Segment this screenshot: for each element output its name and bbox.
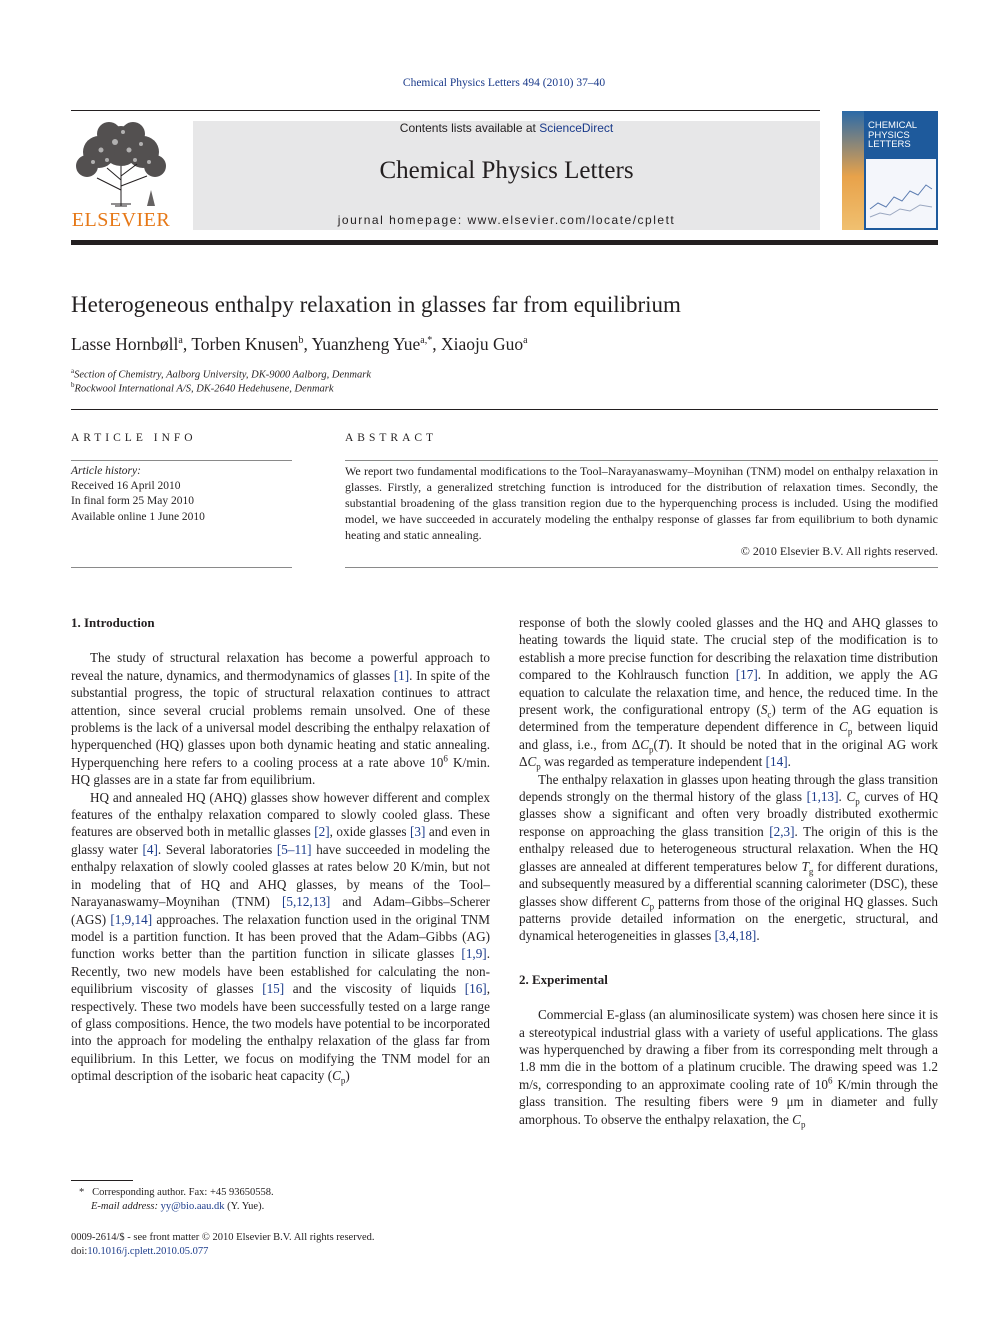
homepage-link[interactable]: www.elsevier.com/locate/cplett bbox=[467, 213, 676, 227]
email-link[interactable]: yy@bio.aau.dk bbox=[160, 1201, 225, 1212]
paragraph: The enthalpy relaxation in glasses upon heating through the glass transition depends strongly on the thermal history of the glass [1,13]. $C_p$ curves of HQ glasses show a significant and often very broadly distributed exothermic response on approaching the glass transition [2,3]. The origin of this is the enthalpy released due to heterogeneous structural relaxation. When the HQ glasses are annealed at different temperatures below $T_g$ for different durations, and subsequently measured by a differential scanning calorimeter (DSC), these glasses show different $C_p$ patterns from those of the original HQ glasses. Such patterns provide detailed information on the energetic, structural, and dynamical heterogeneities in glasses [3,4,18]. bbox=[519, 771, 939, 944]
footnote bbox=[71, 1186, 491, 1214]
abstract-body bbox=[345, 463, 938, 559]
contents-line bbox=[193, 121, 820, 135]
reference-link[interactable]: [3,4,18] bbox=[714, 928, 757, 944]
author-name[interactable]: Yuanzheng Yue bbox=[311, 334, 421, 354]
cover-figure bbox=[866, 159, 936, 228]
affiliation-mark: a bbox=[71, 367, 75, 375]
article-info-rule bbox=[71, 460, 292, 461]
reference-link[interactable]: [1] bbox=[393, 667, 410, 683]
reference-link[interactable]: [17] bbox=[735, 667, 758, 683]
reference-link[interactable]: [1,9] bbox=[461, 946, 487, 962]
author-affil-mark[interactable]: a bbox=[523, 335, 528, 347]
paragraph: The study of structural relaxation has become a powerful approach to reveal the nature, dynamics, and thermodynamics of glasses [1]. In spite of the substantial progress, the topic of structural relaxation continues to attract attention, since several crucial problems remain unsolved. One of these problems is the lack of a universal model describing the enthalpy relaxation of hyperquenched (HQ) glasses upon both dynamic heating and static annealing. Hyperquenching here refers to a cooling process at a rate above $10^6$ K/min. HQ glasses are in a state far from equilibrium. bbox=[71, 650, 490, 788]
journal-homepage bbox=[193, 213, 820, 227]
author-affil-mark[interactable]: a,* bbox=[420, 335, 433, 347]
reference-link[interactable]: [15] bbox=[262, 981, 285, 997]
sciencedirect-link[interactable]: ScienceDirect bbox=[539, 121, 614, 135]
tree-icon bbox=[67, 120, 175, 208]
footnote-mark: * bbox=[79, 1187, 85, 1198]
reference-link[interactable]: [14] bbox=[765, 754, 788, 770]
front-matter-meta bbox=[71, 1231, 374, 1259]
affiliation bbox=[71, 381, 334, 395]
author-name[interactable]: Torben Knusen bbox=[191, 334, 299, 354]
body-column-left bbox=[71, 614, 490, 1085]
reference-link[interactable]: [2,3] bbox=[769, 823, 795, 839]
author-name[interactable]: Xiaoju Guo bbox=[440, 334, 524, 354]
journal-citation[interactable]: Chemical Physics Letters 494 (2010) 37–40 bbox=[402, 77, 606, 89]
history-label: Article history: bbox=[71, 465, 141, 477]
section-heading: 1. Introduction bbox=[71, 615, 155, 630]
article-info-heading: ARTICLE INFO bbox=[71, 432, 197, 444]
issn-line: 0009-2614/$ - see front matter © 2010 Elsevier B.V. All rights reserved. bbox=[71, 1232, 375, 1243]
author-affil-mark[interactable]: b bbox=[298, 335, 304, 347]
footnote-email-line bbox=[71, 1200, 491, 1214]
author-affil-mark[interactable]: a bbox=[178, 335, 183, 347]
author-list: Lasse Hornbøll$^a$, Torben Knusen$^b$, Yuanzheng Yue$^{a,*}$, Xiaoju Guo$^a$ bbox=[71, 334, 528, 354]
reference-link[interactable]: [3] bbox=[410, 824, 426, 840]
body-column-right bbox=[519, 614, 938, 1128]
homepage-prefix: journal homepage: bbox=[337, 213, 468, 227]
cover-title: CHEMICAL PHYSICS LETTERS bbox=[868, 120, 917, 150]
abstract-text: We report two fundamental modifications to the Tool–Narayanaswamy–Moynihan (TNM) model on enthalpy relaxation in glasses. Firstly, a generalized stretching function is introduced for the distribution of relaxation times. Secondly, the substantial broadening of the glass transition region due to the hyperquenching process is included. Using the modified model, we have succeeded in accurately modeling the enthalpy response of glasses far from equilibrium to both dynamic heating and static annealing. bbox=[345, 464, 938, 542]
email-suffix: (Y. Yue). bbox=[227, 1201, 265, 1212]
cover-strip bbox=[842, 111, 864, 230]
section-heading: 2. Experimental bbox=[519, 971, 608, 987]
reference-link[interactable]: [1,13] bbox=[806, 789, 839, 805]
affiliation-text: Rockwool International A/S, DK-2640 Hedehusene, Denmark bbox=[74, 383, 334, 395]
author-name[interactable]: Lasse Hornbøll bbox=[71, 334, 179, 354]
journal-name: Chemical Physics Letters bbox=[379, 157, 634, 184]
header-rule bbox=[71, 110, 820, 111]
reference-link[interactable]: [4] bbox=[142, 841, 158, 857]
reference-link[interactable]: [16] bbox=[464, 981, 487, 997]
journal-banner bbox=[193, 121, 820, 230]
footnote-corresponding bbox=[71, 1186, 491, 1200]
contents-prefix: Contents lists available at bbox=[399, 121, 540, 135]
history-received: Received 16 April 2010 bbox=[71, 480, 181, 493]
history-revised: In final form 25 May 2010 bbox=[71, 495, 194, 508]
article-title: Heterogeneous enthalpy relaxation in glasses far from equilibrium bbox=[71, 292, 681, 317]
affiliation bbox=[71, 367, 371, 381]
cover-graph-icon bbox=[866, 159, 936, 228]
paragraph: HQ and annealed HQ (AHQ) glasses show however different and complex features of the enthalpy relaxation compared to slowly cooled glass. These features are observed both in metallic glasses [2], oxide glasses [3] and even in glassy water [4]. Several laboratories [5–11] have succeeded in modeling the enthalpy relaxation of slowly cooled glasses at rates below 20 K/min, but not in modeling that of HQ and AHQ glasses, by means of the Tool–Narayanaswamy–Moynihan (TNM) [5,12,13] and Adam–Gibbs–Scherer (AGS) [1,9,14] approaches. The relaxation function used in the original TNM model is a partition function. It has been proved that the Adam–Gibbs (AG) function works better than the partition function in silicate glasses [1,9]. Recently, two new models have been established for calculating the non-equilibrium viscosity of glasses [15] and the viscosity of liquids [16], respectively. These two models have been successfully tested on a large range of glass compositions. Hence, the two models have potential to be incorporated into the approach for modeling the enthalpy relaxation of the glass far from equilibrium. In this Letter, we focus on modifying the TNM model for an optimal description of the isobaric heat capacity $(C_p)$ bbox=[71, 789, 490, 1086]
abstract-heading: ABSTRACT bbox=[345, 432, 438, 444]
elsevier-logo bbox=[67, 120, 175, 232]
abstract-copyright: © 2010 Elsevier B.V. All rights reserved. bbox=[740, 544, 938, 558]
reference-link[interactable]: [5–11] bbox=[276, 841, 312, 857]
paragraph: response of both the slowly cooled glasses and the HQ and AHQ glasses to heating towards the liquid state. The crucial step of the modification is to establish a more precise function for describing the relaxation time distribution compared to the Kohlrausch function [17]. In addition, we apply the AG equation to calculate the relaxation time, and hence, the reduced time. In the present work, the configurational entropy $(S_c)$ term of the AG equation is determined from the temperature dependent difference in $C_p$ between liquid and glass, i.e., from $\Delta C_p(T)$. It should be noted that in the original AG work $\Delta C_p$ was regarded as temperature independent [14]. bbox=[519, 615, 939, 772]
paragraph: Commercial E-glass (an aluminosilicate system) was chosen here since it is a stereotypical industrial glass with a variety of useful applications. The glass was hyperquenched by drawing a fiber from its corresponding melt through a 1.8 mm die in the bottom of a platinum crucible. The drawing speed was 1.2 m/s, corresponding to an approximate cooling rate of $10^6$ K/min through the glass transition. The resulting fibers were 9 μm in diameter and fully amorphous. To observe the enthalpy relaxation, the $C_p$ bbox=[519, 1007, 938, 1130]
journal-cover-thumbnail bbox=[842, 111, 938, 230]
affiliation-rule bbox=[71, 409, 938, 410]
affiliation-mark: b bbox=[71, 381, 75, 389]
footnote-rule bbox=[71, 1180, 133, 1181]
footnote-text: Corresponding author. Fax: +45 93650558. bbox=[92, 1187, 274, 1198]
doi-link[interactable]: 10.1016/j.cplett.2010.05.077 bbox=[87, 1246, 209, 1257]
history-online: Available online 1 June 2010 bbox=[71, 510, 205, 523]
doi-line bbox=[71, 1245, 374, 1259]
article-info-bottom-rule bbox=[71, 567, 292, 568]
affiliation-text: Section of Chemistry, Aalborg University, DK-9000 Aalborg, Denmark bbox=[74, 369, 372, 381]
abstract-rule bbox=[345, 460, 938, 461]
reference-link[interactable]: [5,12,13] bbox=[281, 894, 331, 910]
reference-link[interactable]: [1,9,14] bbox=[110, 911, 153, 927]
article-history bbox=[71, 464, 205, 525]
publisher-logo-text: ELSEVIER bbox=[71, 209, 171, 231]
email-label: E-mail address: bbox=[91, 1201, 158, 1212]
abstract-bottom-rule bbox=[345, 567, 938, 568]
header-thick-rule bbox=[71, 240, 938, 245]
doi-prefix: doi: bbox=[71, 1246, 88, 1257]
reference-link[interactable]: [2] bbox=[314, 824, 330, 840]
